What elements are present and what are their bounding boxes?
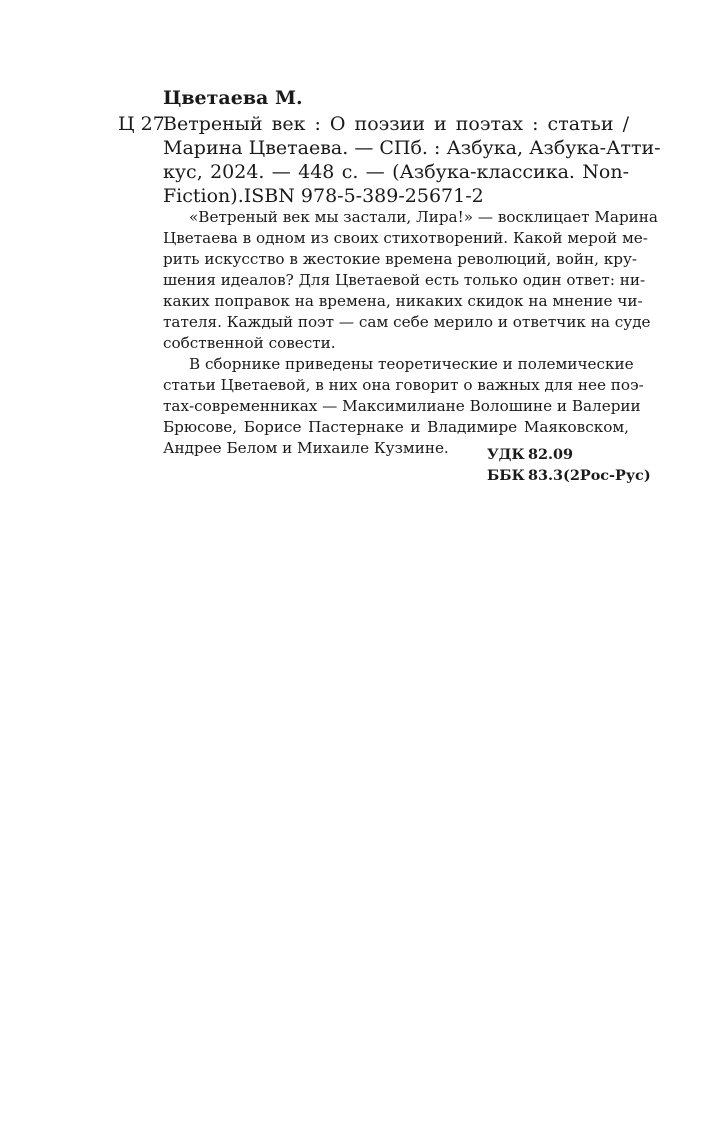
call-code: Ц 27	[118, 113, 165, 135]
annotation-line: собственной совести.	[163, 334, 336, 352]
author-heading: Цветаева М.	[163, 87, 303, 109]
annotation-line: «Ветреный век мы застали, Лира!» — восклицает Марина	[189, 208, 658, 226]
bbk-value: 83.3(2Рос-Рус)	[528, 467, 651, 484]
annotation-line: тах-современниках — Максимилиане Волошине и Валерии	[163, 397, 641, 415]
bbk-label: ББК	[487, 467, 525, 484]
annotation-line: В сборнике приведены теоретические и полемические	[189, 355, 634, 373]
bib-line: Ветреный век : О поэзии и поэтах : статьи /	[163, 113, 629, 135]
annotation-line: рить искусство в жестокие времена революций, войн, кру-	[163, 250, 638, 268]
classification-codes	[487, 444, 651, 486]
udk-label: УДК	[487, 446, 525, 463]
annotation-line: шения идеалов? Для Цветаевой есть только один ответ: ни-	[163, 271, 646, 289]
annotation-line: Брюсове, Борисе Пастернаке и Владимире Маяковском,	[163, 418, 629, 436]
annotation	[163, 207, 658, 459]
annotation-line: тателя. Каждый поэт — сам себе мерило и ответчик на суде	[163, 313, 651, 331]
annotation-line: Цветаева в одном из своих стихотворений. Какой мерой ме-	[163, 229, 648, 247]
bib-line: кус, 2024. — 448 с. — (Азбука-классика. Non-	[163, 161, 629, 183]
annotation-line: каких поправок на времена, никаких скидок на мнение чи-	[163, 292, 643, 310]
annotation-line: статьи Цветаевой, в них она говорит о важных для нее поэ-	[163, 376, 644, 394]
udk-row	[487, 444, 651, 465]
bib-line: Fiction).ISBN 978-5-389-25671-2	[163, 185, 484, 207]
udk-value: 82.09	[528, 446, 574, 463]
annotation-line: Андрее Белом и Михаиле Кузмине.	[163, 439, 449, 457]
bbk-row	[487, 465, 651, 486]
bibliographic-description	[163, 112, 661, 208]
bib-line: Марина Цветаева. — СПб. : Азбука, Азбука-Атти-	[163, 137, 661, 159]
